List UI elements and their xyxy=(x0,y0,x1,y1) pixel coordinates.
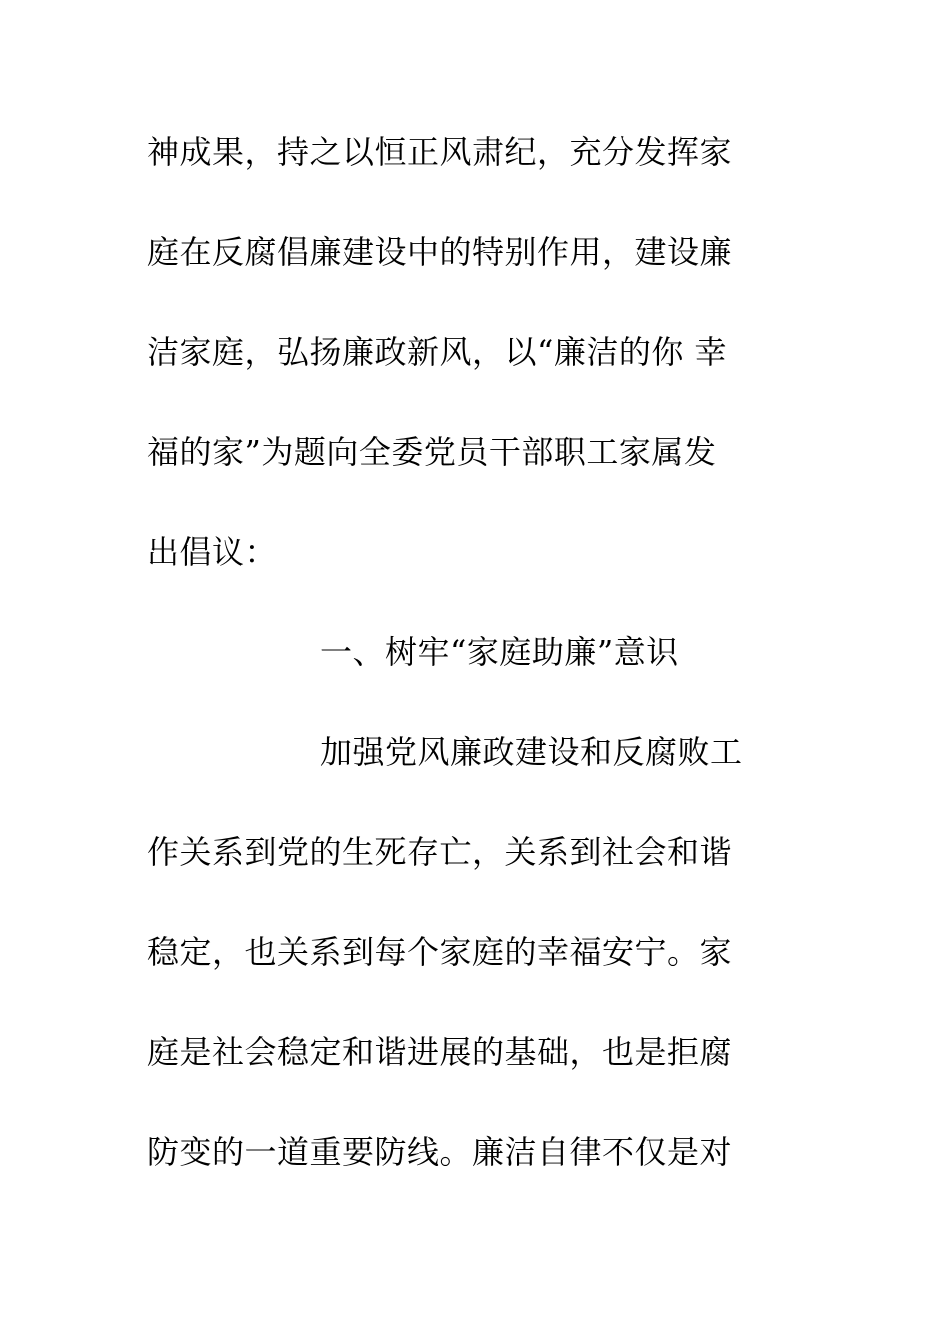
body-text-line: 庭是社会稳定和谐进展的基础，也是拒腐 xyxy=(147,1033,733,1071)
body-text-line: 神成果，持之以恒正风肃纪，充分发挥家 xyxy=(147,133,733,171)
body-text-line: 福的家”为题向全委党员干部职工家属发 xyxy=(147,433,717,471)
paragraph-first-line: 加强党风廉政建设和反腐败工 xyxy=(320,733,743,771)
body-text-line: 稳定，也关系到每个家庭的幸福安宁。家 xyxy=(147,933,733,971)
body-text-line: 庭在反腐倡廉建设中的特别作用，建设廉 xyxy=(147,233,733,271)
body-text-line: 洁家庭，弘扬廉政新风，以“廉洁的你 幸 xyxy=(147,333,728,371)
body-text-line: 防变的一道重要防线。廉洁自律不仅是对 xyxy=(147,1133,733,1171)
body-text-line: 作关系到党的生死存亡，关系到社会和谐 xyxy=(147,833,733,871)
section-heading: 一、树牢“家庭助廉”意识 xyxy=(320,633,679,671)
body-text-line: 出倡议： xyxy=(147,533,278,571)
